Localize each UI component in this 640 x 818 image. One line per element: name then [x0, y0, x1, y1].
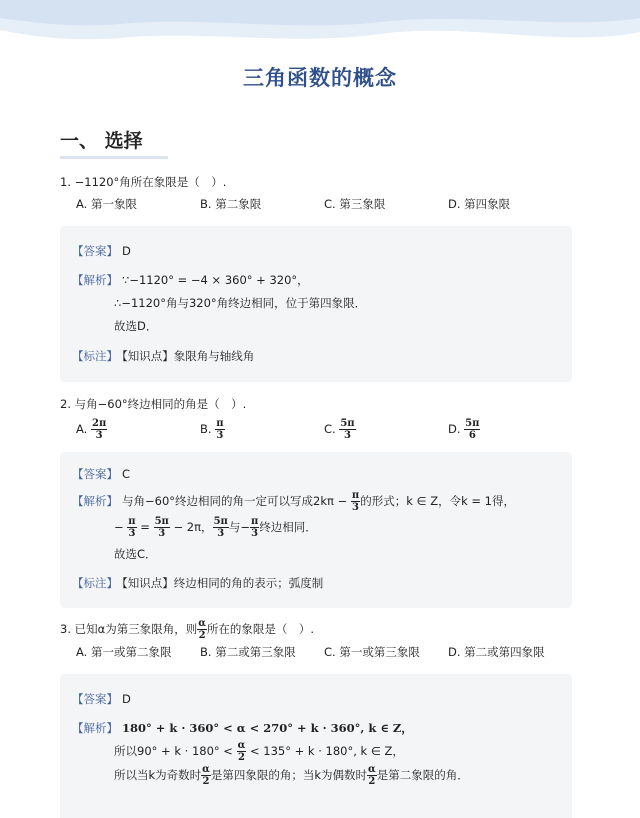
q3-frac-alpha-2 [197, 618, 207, 641]
q3-answer: D [122, 692, 131, 706]
q2-option-a [76, 418, 107, 441]
section-underline [60, 156, 168, 159]
q2-frac-pi-3 [351, 490, 360, 513]
q2-answer: C [122, 467, 131, 481]
q3-option-b: B. 第二或第三象限 [200, 645, 296, 659]
frac-num: 5π [213, 516, 228, 527]
q3-frac-alpha-2b [237, 740, 247, 763]
q2-option-d-letter: D. [448, 422, 461, 436]
frac-den: 2 [368, 776, 376, 787]
q3-option-d: D. 第二或第四象限 [448, 645, 545, 659]
section-heading: 一、 选择 [60, 130, 143, 152]
q3-option-c: C. 第一或第三象限 [324, 645, 420, 659]
q1-answer: D [122, 244, 131, 258]
frac-num: α [198, 618, 206, 629]
frac-den: 2 [237, 752, 245, 763]
q1-option-d: D. 第四象限 [448, 197, 511, 211]
q2-analysis-1b: 的形式；k ∈ Z，令k = 1得， [360, 494, 515, 508]
frac-num: 5π [154, 516, 169, 527]
analysis-label: 【解析】 [72, 494, 118, 508]
q2-analysis-1a: 与角−60°终边相同的角一定可以写成2kπ − [122, 494, 348, 508]
question-3-stem [60, 618, 314, 641]
equals-sign: = [140, 520, 150, 534]
q2-frac-5pi-3b [213, 516, 229, 539]
q2-option-a-letter: A. [76, 422, 88, 436]
q2-option-d-den: 6 [468, 430, 476, 441]
question-3-solution-box [60, 674, 572, 818]
q3-analysis-2a: 所以90° + k · 180° < [114, 744, 233, 758]
frac-num: α [237, 740, 246, 751]
q2-frac-pi-3c [250, 516, 259, 539]
frac-den: 3 [352, 502, 360, 513]
answer-label: 【答案】 [72, 692, 118, 706]
frac-num: α [368, 764, 376, 775]
answer-label: 【答案】 [72, 467, 118, 481]
frac-den: 3 [128, 528, 136, 539]
frac-num: π [250, 516, 259, 527]
q2-analysis-line-3: 故选C． [114, 547, 157, 561]
q2-analysis-2: − 2π， [173, 520, 213, 534]
frac-num: π [351, 490, 360, 501]
q3-option-a: A. 第一或第二象限 [76, 645, 172, 659]
page-title: 三角函数的概念 [243, 66, 397, 90]
q2-analysis-2c: 终边相同． [259, 520, 317, 534]
frac-den: 2 [198, 630, 206, 641]
q3-analysis-line-3 [114, 764, 469, 787]
q2-option-a-num: 2π [91, 418, 107, 429]
frac-num: π [128, 516, 136, 527]
frac-den: 3 [217, 528, 225, 539]
q3-frac-alpha-2c [201, 764, 211, 787]
q2-option-b-fraction [215, 418, 224, 441]
frac-den: 3 [158, 528, 166, 539]
q2-option-a-fraction [91, 418, 107, 441]
answer-label: 【答案】 [72, 244, 118, 258]
q2-option-c [324, 418, 356, 441]
q2-note: 【知识点】终边相同的角的表示；弧度制 [122, 576, 324, 590]
q2-option-b-letter: B. [200, 422, 212, 436]
q3-analysis-3c: 是第二象限的角． [376, 768, 469, 782]
q3-analysis-3b: 是第四象限的角；当k为偶数时 [210, 768, 368, 782]
q2-analysis-2b: 与− [228, 520, 250, 534]
note-label: 【标注】 [72, 349, 118, 363]
analysis-label: 【解析】 [72, 273, 118, 287]
q2-option-c-letter: C. [324, 422, 336, 436]
q2-option-c-fraction [339, 418, 355, 441]
header-wave-decoration [0, 0, 640, 70]
frac-den: 2 [202, 776, 210, 787]
frac-num: α [202, 764, 210, 775]
q2-option-c-num: 5π [340, 418, 355, 429]
question-2-solution-box [60, 452, 572, 608]
q3-frac-alpha-2d [367, 764, 377, 787]
question-1-stem: 1. −1120°角所在象限是（ ）. [60, 175, 227, 189]
q3-stem-b: 所在的象限是（ ）. [206, 622, 315, 636]
q1-option-c: C. 第三象限 [324, 197, 386, 211]
question-2-stem: 2. 与角−60°终边相同的角是（ ）. [60, 397, 247, 411]
analysis-label: 【解析】 [72, 721, 118, 735]
q3-stem-a: 3. 已知α为第三象限角，则 [60, 622, 198, 636]
q1-option-a: A. 第一象限 [76, 197, 137, 211]
frac-den: 3 [251, 528, 259, 539]
q1-note: 【知识点】象限角与轴线角 [122, 349, 255, 363]
note-label: 【标注】 [72, 576, 118, 590]
q2-option-d-num: 5π [465, 418, 480, 429]
q2-analysis-line-2: − $\frac{\pi}{3}$ = $\frac{5\pi}{3}$ − 2π， $\frac{5\pi}{3}$ 与− $\frac{\pi}{3}$ 终边相同． [114, 516, 317, 539]
q3-analysis-3a: 所以当k为奇数时 [114, 768, 202, 782]
q2-option-b-den: 3 [216, 430, 224, 441]
q2-option-b-num: π [216, 418, 224, 429]
q1-analysis-line-3: 故选D． [114, 319, 158, 333]
q2-frac-pi-3b [127, 516, 136, 539]
q1-analysis-line-2: ∴−1120°角与320°角终边相同，位于第四象限． [114, 296, 367, 310]
q1-option-b: B. 第二象限 [200, 197, 262, 211]
q3-analysis-line-2 [114, 740, 404, 763]
q1-analysis-line-1: ∵−1120° = −4 × 360° + 320°， [122, 273, 309, 287]
question-1-solution-box [60, 226, 572, 382]
q3-analysis-2b: < 135° + k · 180°, k ∈ Z， [249, 744, 404, 758]
q2-option-c-den: 3 [344, 430, 351, 441]
q2-option-d-fraction [464, 418, 480, 441]
q2-option-b [200, 418, 225, 441]
q2-analysis-line-1 [72, 490, 515, 513]
q2-option-a-den: 3 [95, 430, 103, 441]
q3-analysis-line-1: 180° + k · 360° < α < 270° + k · 360°, k ∈ Z， [122, 721, 413, 735]
q2-frac-5pi-3 [154, 516, 170, 539]
q2-option-d [448, 418, 480, 441]
